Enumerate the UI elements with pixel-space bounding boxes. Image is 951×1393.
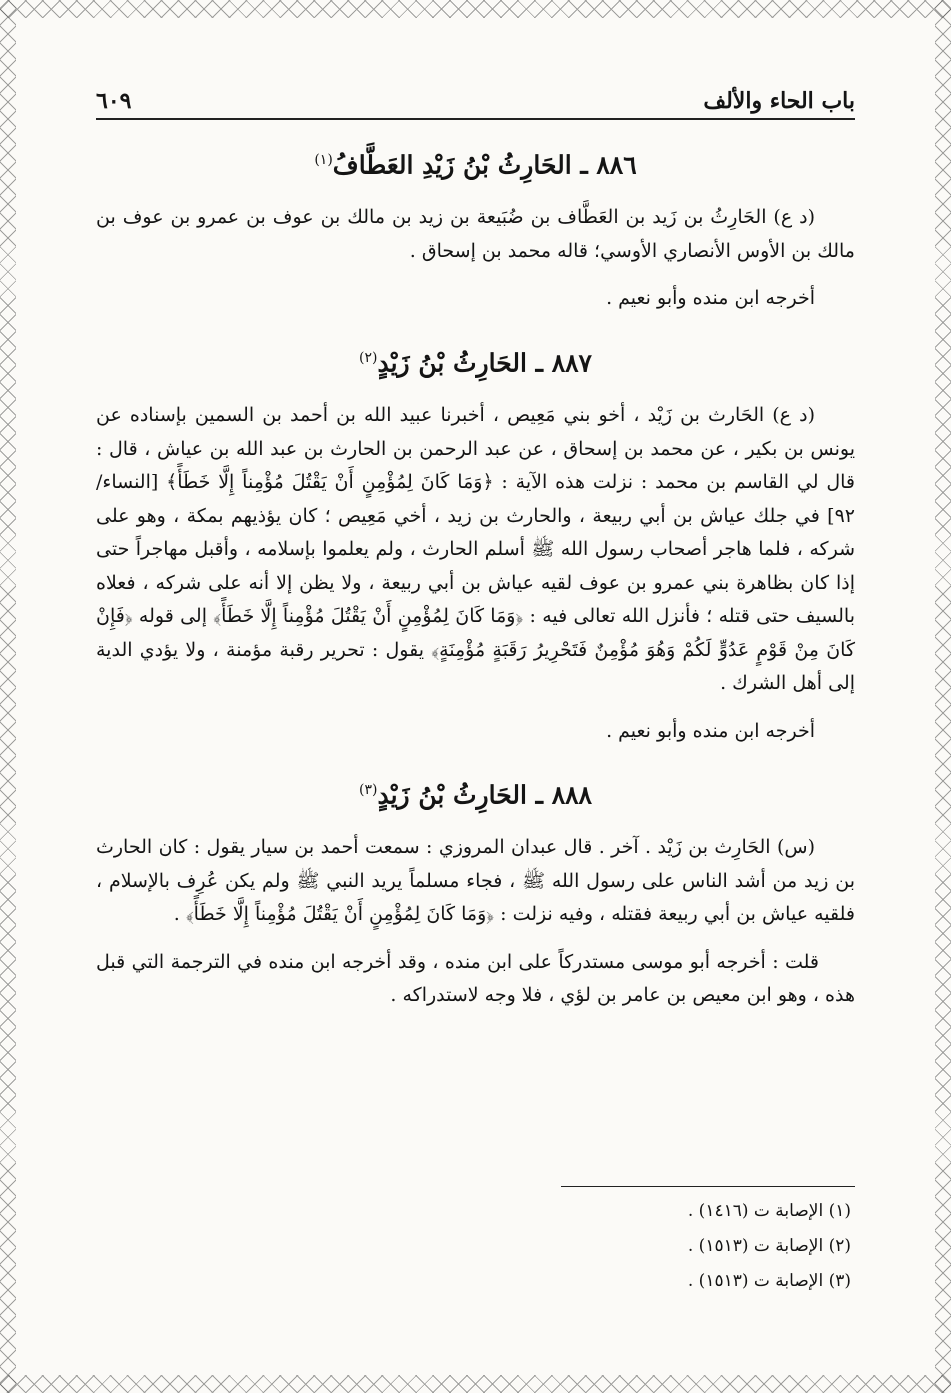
entry-source: أخرجه ابن منده وأبو نعيم . — [606, 287, 815, 310]
footnote-item: (٢) الإصابة ت (١٥١٣) . — [687, 1236, 851, 1256]
entry-title-text: ٨٨٦ ـ الحَارِثُ بْنُ زَيْدِ العَطَّافُ — [332, 150, 637, 180]
editor-note: قلت : أخرجه أبو موسى مستدركاً على ابن منده ، وقد أخرجه ابن منده في الترجمة التي قبل هذه ، وهو ابن معيص بن عامر بن لؤي ، فلا وجه لاستدراكه . — [96, 950, 855, 1007]
footnote-ref: (٣) — [359, 782, 378, 799]
entry-title-text: ٨٨٨ ـ الحَارِثُ بْنُ زَيْدٍ — [377, 780, 592, 810]
decorative-border-right — [935, 0, 951, 1393]
entry-title-886 — [96, 140, 855, 185]
page-body — [96, 132, 855, 1013]
decorative-border-bottom — [0, 1375, 951, 1393]
footnote-ref: (٢) — [359, 349, 378, 366]
running-title: باب الحاء والألف — [703, 88, 855, 114]
footnote-item: (١) الإصابة ت (١٤١٦) . — [687, 1201, 851, 1221]
page-header — [96, 80, 855, 120]
footnotes — [96, 1194, 851, 1299]
entry-paragraph: (د ع) الحَارث بن زَيْد ، أخو بني مَعِيص ، أخبرنا عبيد الله بن أحمد بن السمين بإسناده عن يونس بن بكير ، عن محمد بن إسحاق ، عن عبد الرحمن بن الحارث بن عبد الله بن عياش ، قال : قال لي القاسم بن محمد : نزلت هذه الآية : ﴿وَمَا كَانَ لِمُؤْمِنٍ أَنْ يَقْتُلَ مُؤْمِناً إِلَّا خَطَأً﴾ [النساء/ ٩٢] في جلك عياش بن أبي ربيعة ، والحارث بن زيد ، أخي مَعِيص ؛ كان يؤذيهم بمكة ، وهو على شركه ، فلما هاجر أصحاب رسول الله ﷺ أسلم الحارث ، ولم يعلموا بإسلامه ، وأقبل مهاجراً حتى إذا كان بظاهرة بني عمرو بن عوف لقيه عياش بن أبي ربيعة ، ولا يظن إلا أنه على شركه ، فعلاه بالسيف حتى قتله ؛ فأنزل الله تعالى فيه : ﴿وَمَا كَانَ لِمُؤْمِنٍ أَنْ يَقْتُلَ مُؤْمِناً إِلَّا خَطَأً﴾ إلى قوله ﴿فَإِنْ كَانَ مِنْ قَوْمٍ عَدُوٍّ لَكُمْ وَهُوَ مُؤْمِنٌ فَتَحْرِيرُ رَقَبَةٍ مُؤْمِنَةٍ﴾ يقول : تحرير رقبة مؤمنة ، ولا يؤدي الدية إلى أهل الشرك . — [96, 404, 855, 695]
entry-title-887 — [96, 338, 855, 383]
entry-paragraph: (س) الحَارِث بن زَيْد . آخر . قال عبدان المروزي : سمعت أحمد بن سيار يقول : كان الحارث بن زيد من أشد الناس على رسول الله ﷺ ، فجاء مسلماً يريد النبي ﷺ ولم يكن عُرِف بالإسلام ، فلقيه عياش بن أبي ربيعة فقتله ، وفيه نزلت : ﴿وَمَا كَانَ لِمُؤْمِنٍ أَنْ يَقْتُلَ مُؤْمِناً إِلَّا خَطَأً﴾ . — [96, 836, 855, 926]
page-number: ٦٠٩ — [96, 88, 132, 114]
entry-title-text: ٨٨٧ ـ الحَارِثُ بْنُ زَيْدٍ — [377, 348, 592, 378]
footnote-divider — [561, 1186, 855, 1187]
entry-source: أخرجه ابن منده وأبو نعيم . — [606, 719, 815, 742]
decorative-border-top — [0, 0, 951, 18]
entry-paragraph: (د ع) الحَارِثُ بن زَيد بن العَطَّاف بن ضُبَيعة بن زيد بن مالك بن عوف بن عمرو بن عوف بن مالك بن الأوس الأنصاري الأوسي؛ قاله محمد بن إسحاق . — [96, 206, 855, 262]
footnote-ref: (١) — [314, 152, 333, 168]
footnote-item: (٣) الإصابة ت (١٥١٣) . — [687, 1271, 851, 1291]
entry-title-888 — [96, 770, 855, 815]
decorative-border-left — [0, 0, 16, 1393]
